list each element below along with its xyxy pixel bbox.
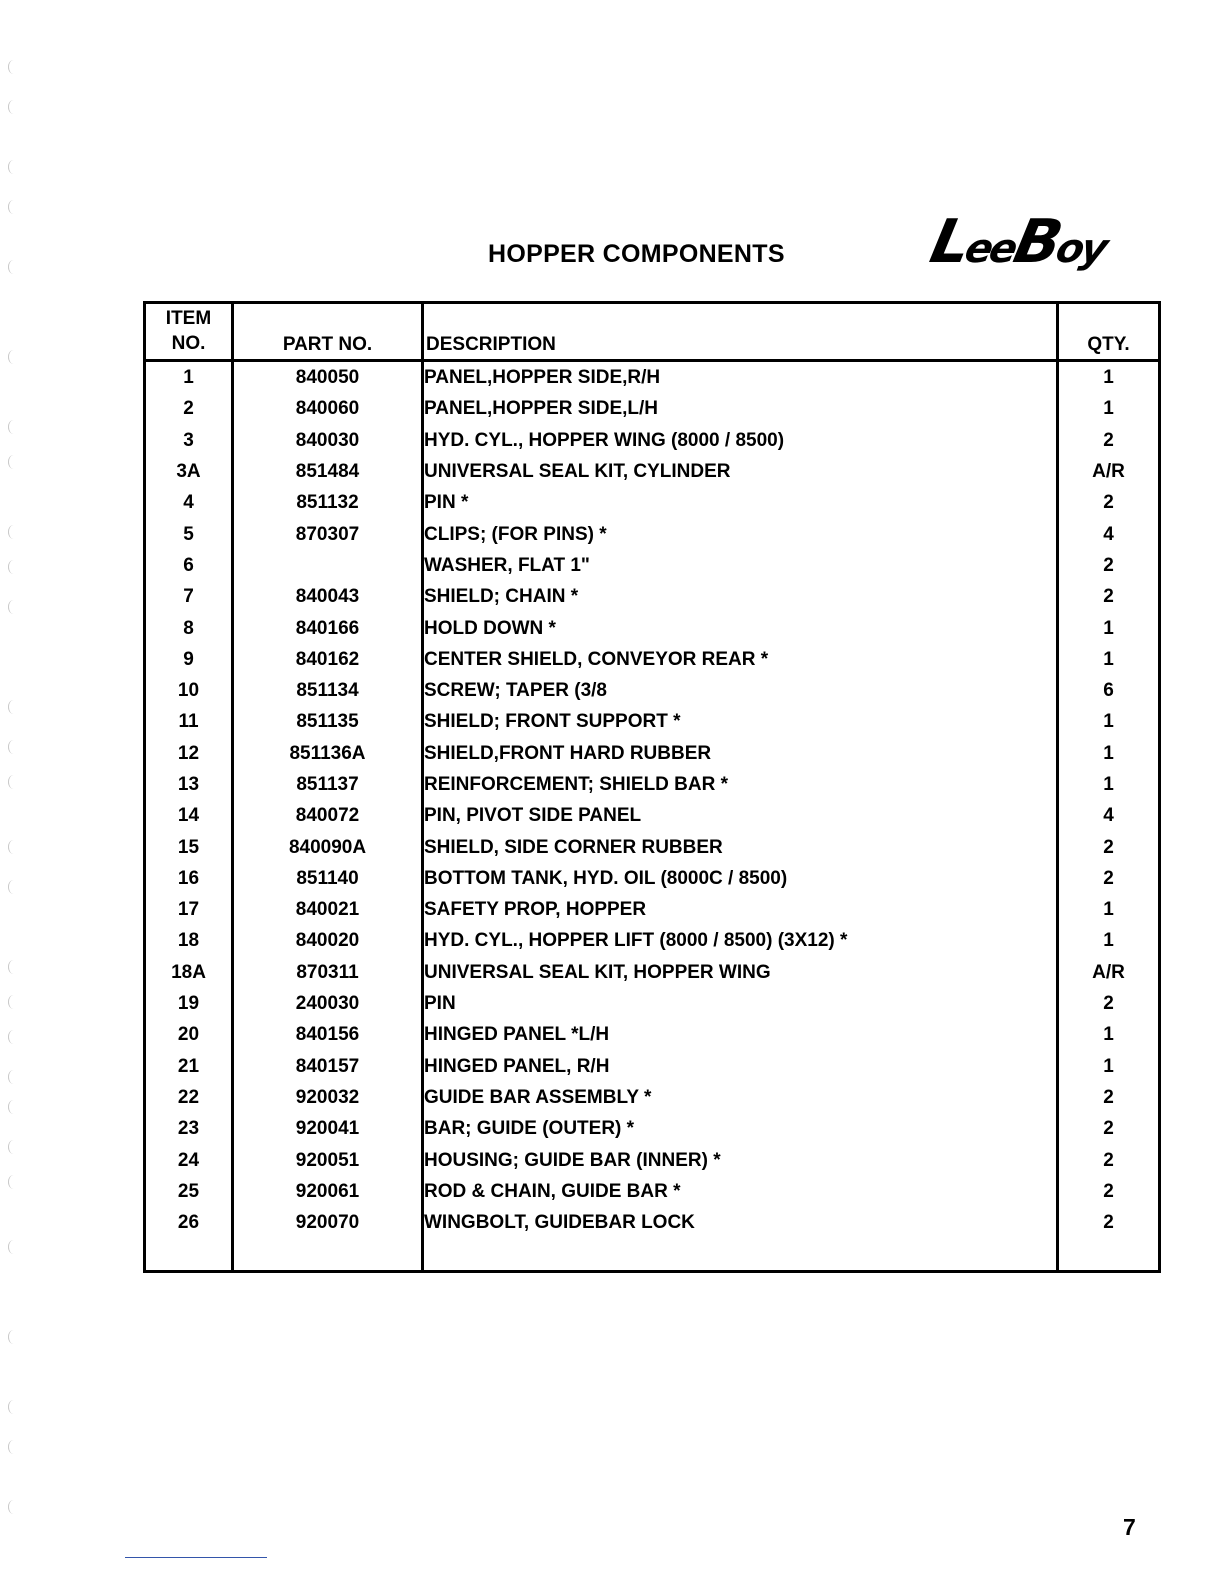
table-row bbox=[145, 1144, 1160, 1175]
empty-cell bbox=[145, 1238, 233, 1271]
cell-quantity: 2 bbox=[1058, 831, 1160, 862]
cell-item-no: 26 bbox=[145, 1207, 233, 1238]
table-row bbox=[145, 644, 1160, 675]
cell-description: PANEL,HOPPER SIDE,L/H bbox=[423, 393, 1058, 424]
cell-description: SCREW; TAPER (3/8 bbox=[423, 675, 1058, 706]
cell-part-no: 840050 bbox=[233, 361, 423, 394]
cell-part-no: 870307 bbox=[233, 518, 423, 549]
cell-item-no: 17 bbox=[145, 894, 233, 925]
cell-description: SHIELD, SIDE CORNER RUBBER bbox=[423, 831, 1058, 862]
binding-holes bbox=[0, 0, 30, 1584]
cell-part-no: 851135 bbox=[233, 706, 423, 737]
cell-quantity: 1 bbox=[1058, 738, 1160, 769]
cell-part-no: 840020 bbox=[233, 925, 423, 956]
cell-part-no: 840021 bbox=[233, 894, 423, 925]
cell-part-no: 851136A bbox=[233, 738, 423, 769]
cell-item-no: 21 bbox=[145, 1051, 233, 1082]
cell-part-no: 240030 bbox=[233, 988, 423, 1019]
cell-quantity: 1 bbox=[1058, 361, 1160, 394]
cell-item-no: 3 bbox=[145, 425, 233, 456]
cell-part-no: 840060 bbox=[233, 393, 423, 424]
table-row bbox=[145, 925, 1160, 956]
header-qty: QTY. bbox=[1058, 303, 1160, 361]
cell-description: UNIVERSAL SEAL KIT, HOPPER WING bbox=[423, 957, 1058, 988]
cell-quantity: 1 bbox=[1058, 769, 1160, 800]
parts-table bbox=[143, 301, 1161, 1273]
cell-item-no: 2 bbox=[145, 393, 233, 424]
cell-quantity: 2 bbox=[1058, 1176, 1160, 1207]
cell-item-no: 14 bbox=[145, 800, 233, 831]
table-row bbox=[145, 1019, 1160, 1050]
empty-cell bbox=[1058, 1238, 1160, 1271]
cell-quantity: 6 bbox=[1058, 675, 1160, 706]
table-row bbox=[145, 518, 1160, 549]
cell-part-no: 851137 bbox=[233, 769, 423, 800]
cell-part-no: 840166 bbox=[233, 612, 423, 643]
header-description: DESCRIPTION bbox=[423, 303, 1058, 361]
cell-part-no: 851484 bbox=[233, 456, 423, 487]
table-filler-row bbox=[145, 1238, 1160, 1271]
cell-item-no: 15 bbox=[145, 831, 233, 862]
cell-quantity: 1 bbox=[1058, 612, 1160, 643]
cell-description: ROD & CHAIN, GUIDE BAR * bbox=[423, 1176, 1058, 1207]
table-row bbox=[145, 1113, 1160, 1144]
table-row bbox=[145, 863, 1160, 894]
cell-description: HINGED PANEL, R/H bbox=[423, 1051, 1058, 1082]
page-number: 7 bbox=[1123, 1514, 1136, 1540]
cell-description: GUIDE BAR ASSEMBLY * bbox=[423, 1082, 1058, 1113]
cell-part-no: 851140 bbox=[233, 863, 423, 894]
table-row bbox=[145, 1051, 1160, 1082]
cell-quantity: 1 bbox=[1058, 644, 1160, 675]
cell-item-no: 10 bbox=[145, 675, 233, 706]
cell-quantity: 1 bbox=[1058, 393, 1160, 424]
table-row bbox=[145, 800, 1160, 831]
table-row bbox=[145, 1082, 1160, 1113]
table-header-row bbox=[145, 303, 1160, 361]
table-row bbox=[145, 581, 1160, 612]
cell-item-no: 23 bbox=[145, 1113, 233, 1144]
cell-item-no: 19 bbox=[145, 988, 233, 1019]
cell-description: SHIELD; FRONT SUPPORT * bbox=[423, 706, 1058, 737]
cell-item-no: 5 bbox=[145, 518, 233, 549]
cell-quantity: 2 bbox=[1058, 487, 1160, 518]
cell-item-no: 4 bbox=[145, 487, 233, 518]
header-item-no bbox=[145, 303, 233, 361]
cell-item-no: 7 bbox=[145, 581, 233, 612]
parts-table-body bbox=[145, 361, 1160, 1272]
cell-part-no: 851132 bbox=[233, 487, 423, 518]
table-row bbox=[145, 361, 1160, 394]
cell-quantity: 1 bbox=[1058, 1051, 1160, 1082]
cell-description: CLIPS; (FOR PINS) * bbox=[423, 518, 1058, 549]
cell-quantity: 2 bbox=[1058, 1207, 1160, 1238]
cell-item-no: 18 bbox=[145, 925, 233, 956]
cell-quantity: 1 bbox=[1058, 1019, 1160, 1050]
table-row bbox=[145, 1207, 1160, 1238]
cell-item-no: 8 bbox=[145, 612, 233, 643]
cell-quantity: 2 bbox=[1058, 1113, 1160, 1144]
cell-part-no: 920041 bbox=[233, 1113, 423, 1144]
cell-part-no: 851134 bbox=[233, 675, 423, 706]
cell-item-no: 9 bbox=[145, 644, 233, 675]
cell-item-no: 24 bbox=[145, 1144, 233, 1175]
cell-quantity: A/R bbox=[1058, 957, 1160, 988]
footer-rule bbox=[125, 1557, 267, 1558]
cell-description: SAFETY PROP, HOPPER bbox=[423, 894, 1058, 925]
cell-part-no: 840157 bbox=[233, 1051, 423, 1082]
cell-part-no: 920061 bbox=[233, 1176, 423, 1207]
cell-description: BAR; GUIDE (OUTER) * bbox=[423, 1113, 1058, 1144]
cell-description: SHIELD,FRONT HARD RUBBER bbox=[423, 738, 1058, 769]
table-row bbox=[145, 675, 1160, 706]
cell-quantity: 2 bbox=[1058, 425, 1160, 456]
cell-quantity: A/R bbox=[1058, 456, 1160, 487]
header-item-line1: ITEM bbox=[165, 308, 212, 329]
cell-part-no: 840090A bbox=[233, 831, 423, 862]
cell-item-no: 18A bbox=[145, 957, 233, 988]
cell-description: HOLD DOWN * bbox=[423, 612, 1058, 643]
cell-quantity: 2 bbox=[1058, 863, 1160, 894]
table-row bbox=[145, 738, 1160, 769]
cell-description: WASHER, FLAT 1" bbox=[423, 550, 1058, 581]
cell-description: PIN, PIVOT SIDE PANEL bbox=[423, 800, 1058, 831]
cell-description: PANEL,HOPPER SIDE,R/H bbox=[423, 361, 1058, 394]
cell-quantity: 4 bbox=[1058, 800, 1160, 831]
table-row bbox=[145, 1176, 1160, 1207]
cell-quantity: 4 bbox=[1058, 518, 1160, 549]
cell-description: WINGBOLT, GUIDEBAR LOCK bbox=[423, 1207, 1058, 1238]
cell-item-no: 25 bbox=[145, 1176, 233, 1207]
cell-item-no: 13 bbox=[145, 769, 233, 800]
cell-part-no: 840043 bbox=[233, 581, 423, 612]
cell-description: HINGED PANEL *L/H bbox=[423, 1019, 1058, 1050]
table-row bbox=[145, 831, 1160, 862]
cell-quantity: 2 bbox=[1058, 550, 1160, 581]
cell-part-no bbox=[233, 550, 423, 581]
cell-quantity: 2 bbox=[1058, 1144, 1160, 1175]
cell-quantity: 2 bbox=[1058, 1082, 1160, 1113]
cell-item-no: 16 bbox=[145, 863, 233, 894]
cell-part-no: 840162 bbox=[233, 644, 423, 675]
cell-description: PIN bbox=[423, 988, 1058, 1019]
cell-part-no: 840156 bbox=[233, 1019, 423, 1050]
table-row bbox=[145, 612, 1160, 643]
cell-quantity: 2 bbox=[1058, 581, 1160, 612]
cell-item-no: 20 bbox=[145, 1019, 233, 1050]
table-row bbox=[145, 894, 1160, 925]
cell-part-no: 920051 bbox=[233, 1144, 423, 1175]
cell-description: HYD. CYL., HOPPER WING (8000 / 8500) bbox=[423, 425, 1058, 456]
cell-part-no: 920070 bbox=[233, 1207, 423, 1238]
header-item-line2: NO. bbox=[171, 333, 206, 354]
table-row bbox=[145, 393, 1160, 424]
cell-description: REINFORCEMENT; SHIELD BAR * bbox=[423, 769, 1058, 800]
cell-quantity: 1 bbox=[1058, 894, 1160, 925]
cell-item-no: 11 bbox=[145, 706, 233, 737]
table-row bbox=[145, 988, 1160, 1019]
table-row bbox=[145, 550, 1160, 581]
table-row bbox=[145, 425, 1160, 456]
cell-quantity: 1 bbox=[1058, 706, 1160, 737]
table-row bbox=[145, 456, 1160, 487]
cell-part-no: 840030 bbox=[233, 425, 423, 456]
cell-description: UNIVERSAL SEAL KIT, CYLINDER bbox=[423, 456, 1058, 487]
cell-quantity: 2 bbox=[1058, 988, 1160, 1019]
table-row bbox=[145, 706, 1160, 737]
cell-item-no: 12 bbox=[145, 738, 233, 769]
cell-item-no: 1 bbox=[145, 361, 233, 394]
table-row bbox=[145, 769, 1160, 800]
cell-description: SHIELD; CHAIN * bbox=[423, 581, 1058, 612]
page-title: HOPPER COMPONENTS bbox=[488, 240, 785, 268]
cell-description: PIN * bbox=[423, 487, 1058, 518]
table-row bbox=[145, 957, 1160, 988]
cell-item-no: 22 bbox=[145, 1082, 233, 1113]
cell-quantity: 1 bbox=[1058, 925, 1160, 956]
empty-cell bbox=[423, 1238, 1058, 1271]
cell-description: HOUSING; GUIDE BAR (INNER) * bbox=[423, 1144, 1058, 1175]
cell-part-no: 870311 bbox=[233, 957, 423, 988]
cell-part-no: 840072 bbox=[233, 800, 423, 831]
leeboy-logo: LeeBoy bbox=[924, 207, 1110, 277]
cell-item-no: 3A bbox=[145, 456, 233, 487]
cell-item-no: 6 bbox=[145, 550, 233, 581]
empty-cell bbox=[233, 1238, 423, 1271]
cell-part-no: 920032 bbox=[233, 1082, 423, 1113]
cell-description: CENTER SHIELD, CONVEYOR REAR * bbox=[423, 644, 1058, 675]
header-part-no: PART NO. bbox=[233, 303, 423, 361]
cell-description: HYD. CYL., HOPPER LIFT (8000 / 8500) (3X12) * bbox=[423, 925, 1058, 956]
table-row bbox=[145, 487, 1160, 518]
cell-description: BOTTOM TANK, HYD. OIL (8000C / 8500) bbox=[423, 863, 1058, 894]
